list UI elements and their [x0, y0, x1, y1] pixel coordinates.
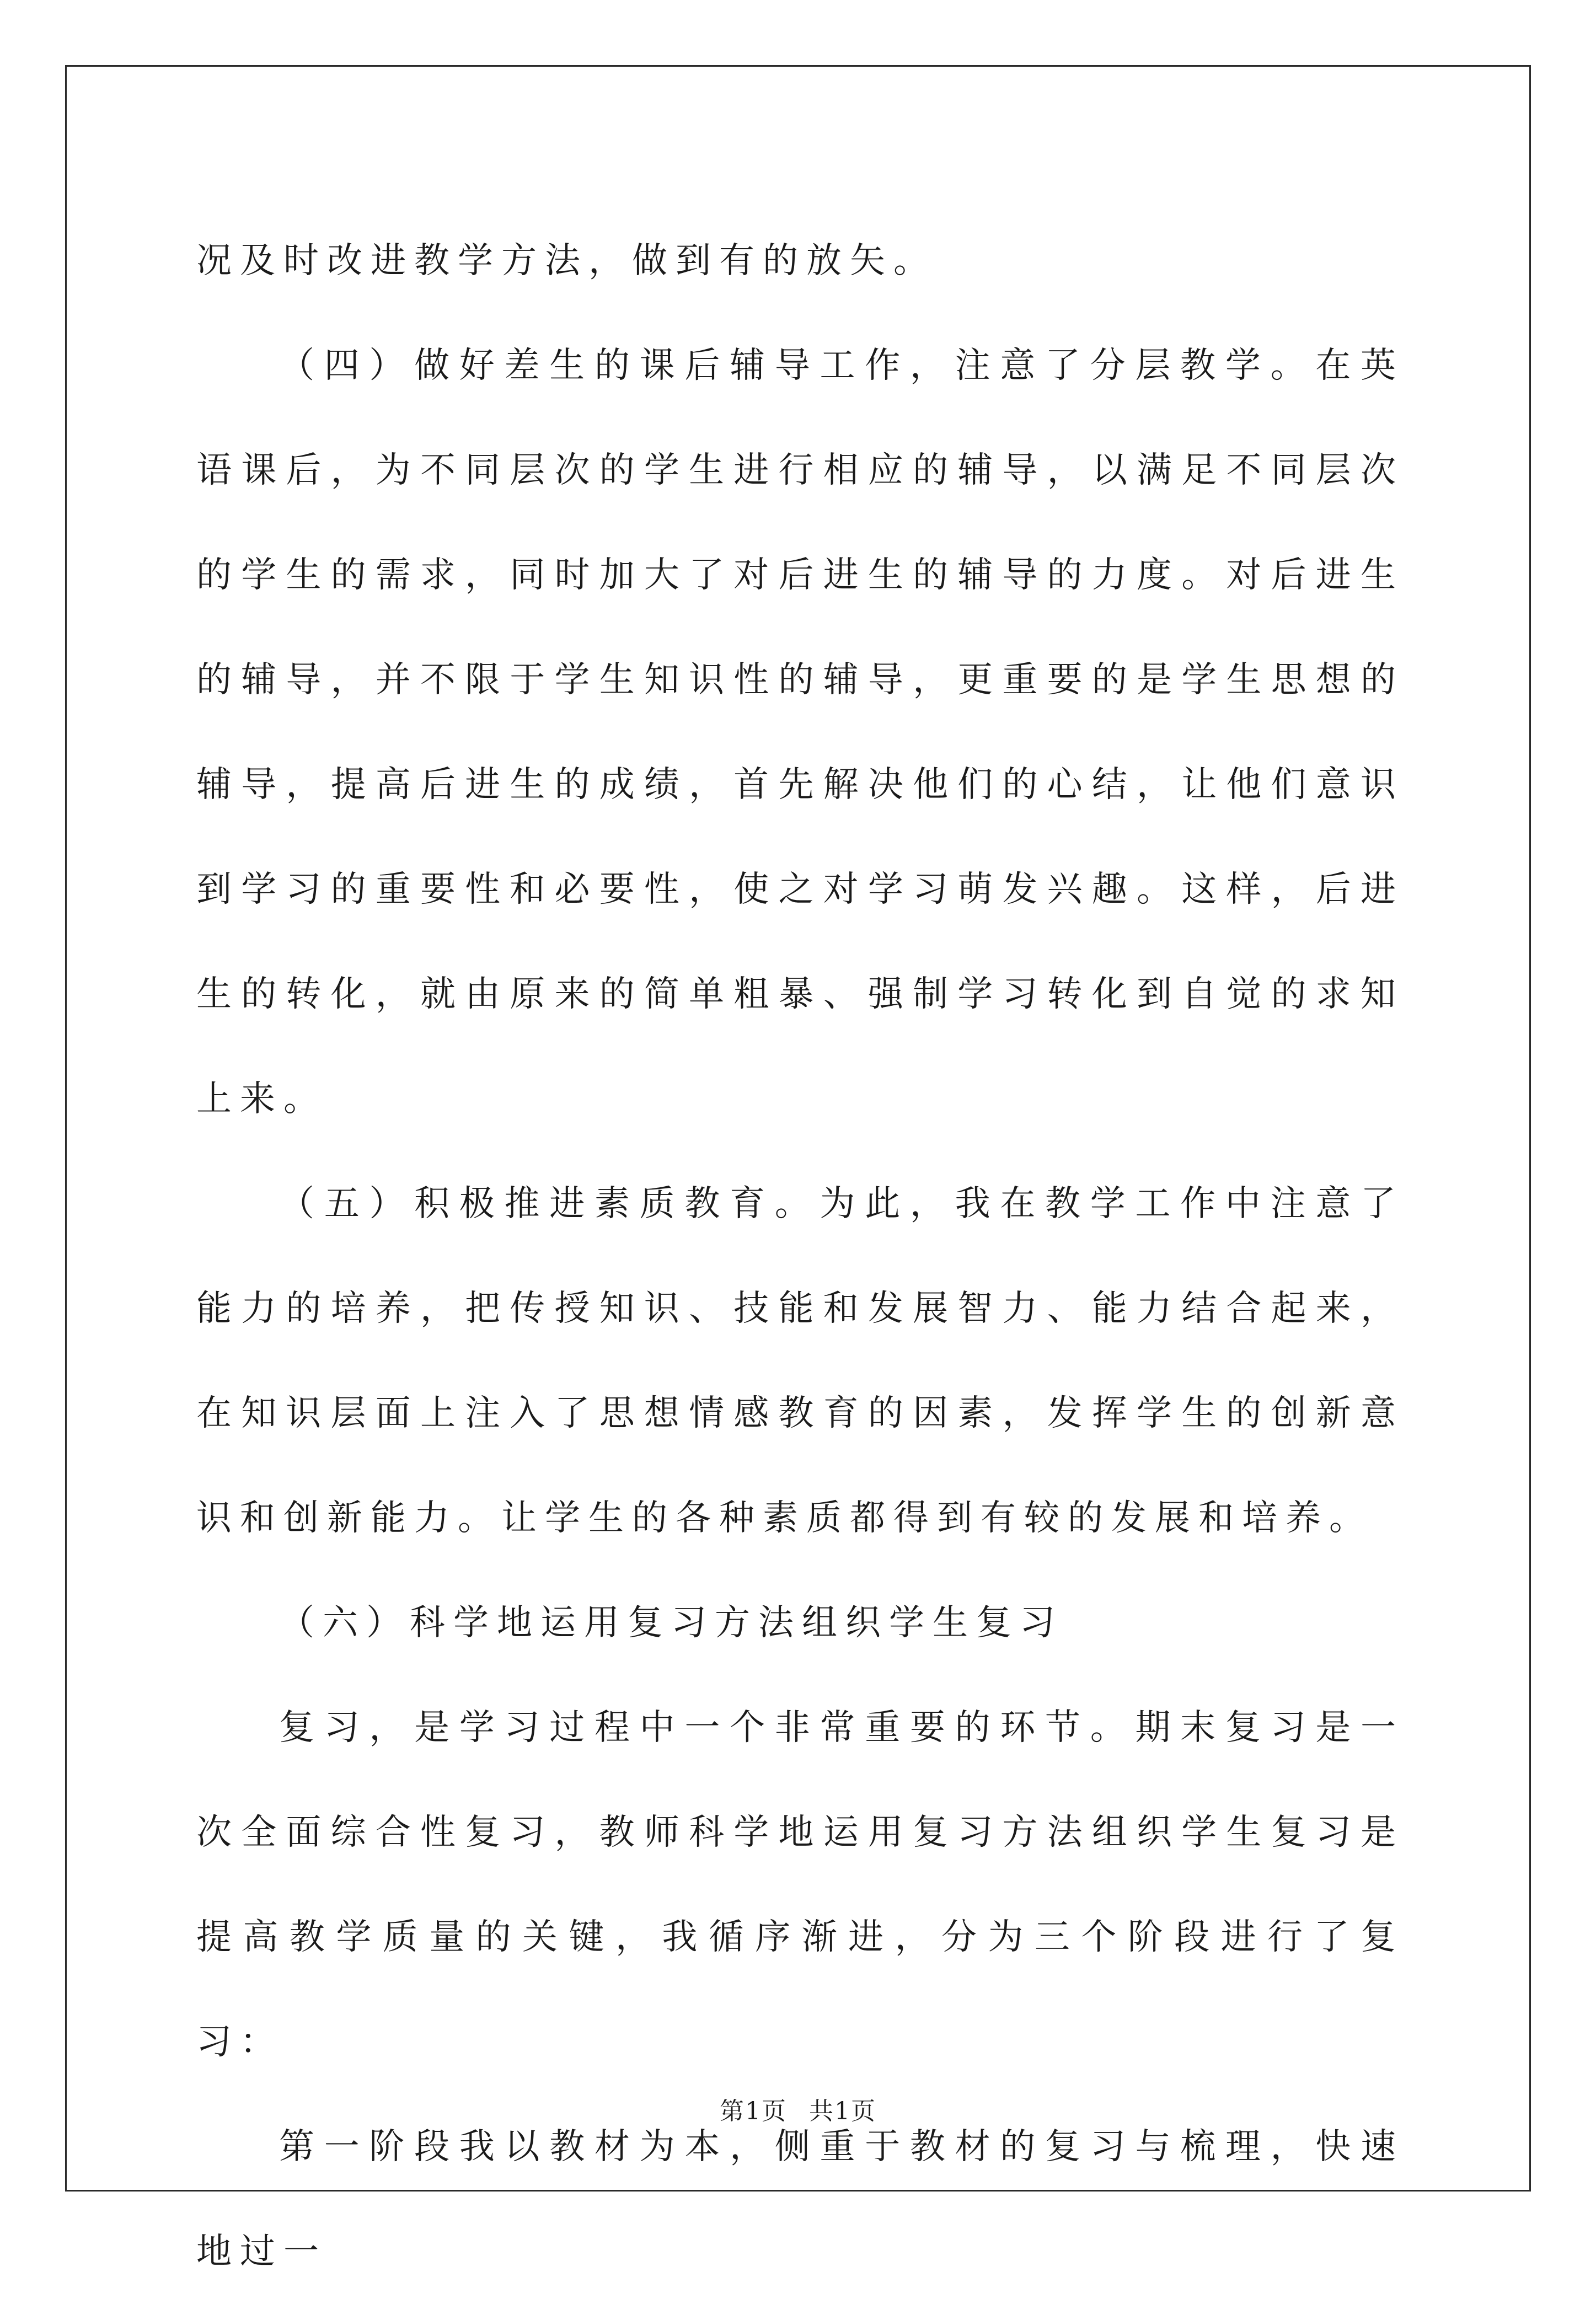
paragraph-stage-one: 第一阶段我以教材为本，侧重于教材的复习与梳理，快速地过一	[196, 2126, 1404, 2272]
page-number-current: 第1页	[720, 2097, 787, 2125]
page-number-total: 共1页	[809, 2097, 876, 2125]
paragraph-section-5: （五）积极推进素质教育。为此，我在教学工作中注意了能力的培养，把传授知识、技能和发展智力、能力结合起来，在知识层面上注入了思想情感教育的因素，发挥学生的创新意识和创新能力。让学生的各种素质都得到有较的发展和培养。	[196, 1183, 1404, 1539]
paragraph-section-4: （四）做好差生的课后辅导工作，注意了分层教学。在英语课后，为不同层次的学生进行相应的辅导，以满足不同层次的学生的需求，同时加大了对后进生的辅导的力度。对后进生的辅导，并不限于学生知识性的辅导，更重要的是学生思想的辅导，提高后进生的成绩，首先解决他们的心结，让他们意识到学习的重要性和必要性，使之对学习萌发兴趣。这样，后进生的转化，就由原来的简单粗暴、强制学习转化到自觉的求知上来。	[196, 345, 1404, 1119]
document-body	[196, 208, 1404, 2304]
page-footer	[0, 2091, 1596, 2126]
paragraph-review-intro: 复习，是学习过程中一个非常重要的环节。期末复习是一次全面综合性复习，教师科学地运用复习方法组织学生复习是提高教学质量的关键，我循序渐进，分为三个阶段进行了复习：	[196, 1707, 1404, 2062]
paragraph-continuation: 况及时改进教学方法，做到有的放矢。	[196, 240, 937, 281]
paragraph-section-6-heading: （六）科学地运用复习方法组织学生复习	[279, 1603, 1063, 1643]
